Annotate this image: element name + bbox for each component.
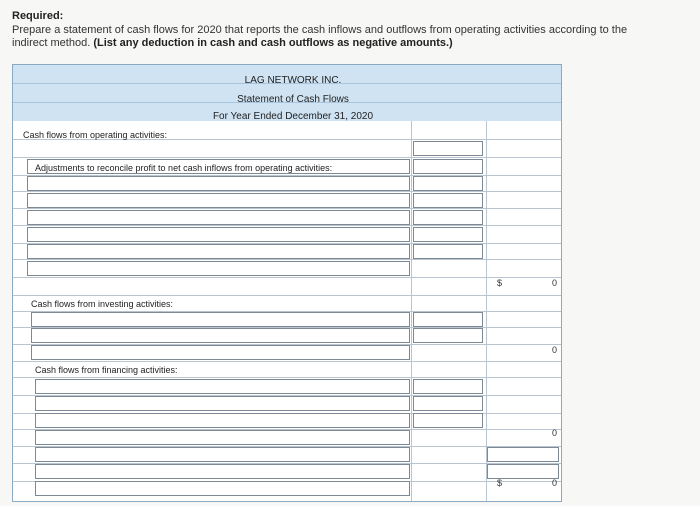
adjustment-item-input-1[interactable] (27, 176, 410, 191)
adjustment-amount-input-4[interactable] (413, 227, 483, 242)
required-line2a: indirect method. (12, 37, 91, 49)
ending-cash-label-input[interactable] (35, 481, 410, 496)
operating-total-label-input[interactable] (27, 261, 410, 276)
investing-amount-input-1[interactable] (413, 312, 483, 327)
required-line1: Prepare a statement of cash flows for 2020 that reports the cash inflows and outflows from operating activities according to the (12, 24, 628, 36)
operating-section-label: Cash flows from operating activities: (23, 130, 168, 140)
final-total-value: 0 (551, 478, 557, 488)
investing-amount-input-2[interactable] (413, 328, 483, 343)
financing-amount-input-2[interactable] (413, 396, 483, 411)
beginning-cash-label-input[interactable] (35, 464, 410, 479)
financing-item-input-3[interactable] (35, 413, 410, 428)
operating-amount-input[interactable] (413, 141, 483, 156)
final-total-dollar: $ (497, 478, 503, 488)
instructions (12, 10, 692, 50)
operating-amount-input-1[interactable] (413, 159, 483, 174)
required-title: Required: (12, 10, 64, 22)
required-text (12, 24, 692, 50)
financing-total-value: 0 (551, 428, 557, 438)
financing-amount-input-1[interactable] (413, 379, 483, 394)
adjustment-item-input-2[interactable] (27, 193, 410, 208)
statement-name: Statement of Cash Flows (237, 94, 349, 105)
adjustment-amount-input-1[interactable] (413, 176, 483, 191)
financing-item-input-1[interactable] (35, 379, 410, 394)
adjustment-item-input-4[interactable] (27, 227, 410, 242)
adjustment-amount-input-5[interactable] (413, 244, 483, 259)
beginning-cash-amount-input[interactable] (487, 464, 559, 479)
investing-total-label-input[interactable] (31, 345, 410, 360)
company-name: LAG NETWORK INC. (244, 75, 342, 86)
financing-amount-input-3[interactable] (413, 413, 483, 428)
operating-total-dollar: $ (497, 278, 503, 288)
investing-item-input-2[interactable] (31, 328, 410, 343)
required-line2b: (List any deduction in cash and cash outflows as negative amounts.) (93, 37, 453, 49)
investing-item-input-1[interactable] (31, 312, 410, 327)
financing-section-label: Cash flows from financing activities: (35, 365, 178, 375)
financing-item-input-2[interactable] (35, 396, 410, 411)
cash-flow-worksheet (12, 64, 562, 502)
operating-total-value: 0 (551, 278, 557, 288)
investing-total-value: 0 (551, 345, 557, 355)
statement-header (13, 65, 561, 121)
adjustment-amount-input-3[interactable] (413, 210, 483, 225)
net-change-amount-input[interactable] (487, 447, 559, 462)
adjustment-item-input-3[interactable] (27, 210, 410, 225)
adjustment-item-input-5[interactable] (27, 244, 410, 259)
adjustments-label: Adjustments to reconcile profit to net cash inflows from operating activities: (35, 163, 333, 173)
financing-total-label-input[interactable] (35, 430, 410, 445)
net-change-label-input[interactable] (35, 447, 410, 462)
investing-section-label: Cash flows from investing activities: (31, 299, 174, 309)
adjustment-amount-input-2[interactable] (413, 193, 483, 208)
statement-period: For Year Ended December 31, 2020 (212, 111, 374, 122)
